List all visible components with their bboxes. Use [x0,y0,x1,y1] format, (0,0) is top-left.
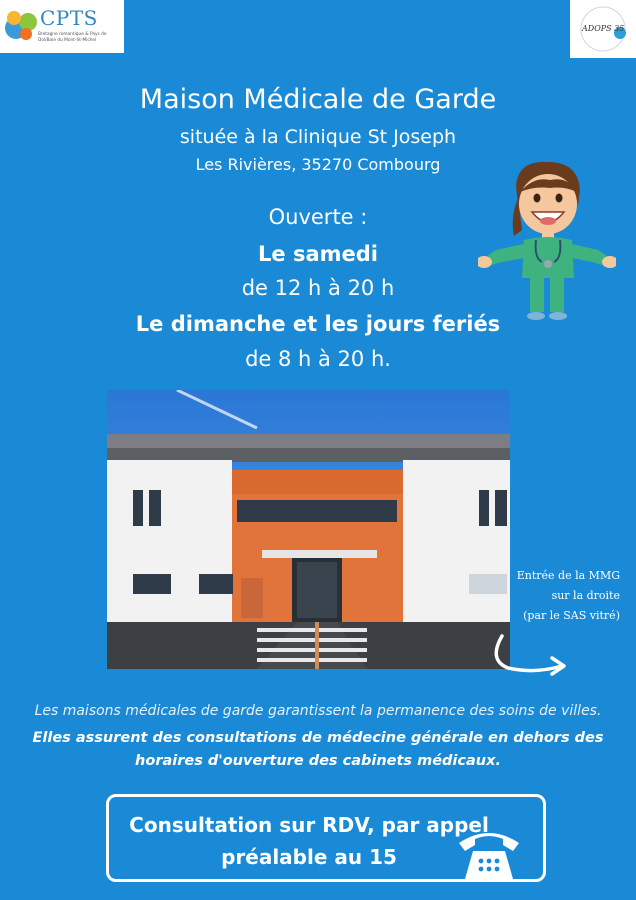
page-title: Maison Médicale de Garde [139,84,497,115]
appointment-box [106,794,546,882]
appointment-line: préalable au 15 [221,845,397,869]
telephone-icon [453,825,525,885]
open-label: Ouverte : [268,205,368,229]
clinic-entrance-photo [107,390,510,669]
emphasis-text [0,727,636,773]
appointment-text [109,809,509,873]
cpts-logo-subtitle: Bretagne romantique & Pays de Dol/Baie du Mont-St-Michel [38,32,107,43]
photo-caption-line: sur la droite [551,589,620,602]
sunday-label: Le dimanche et les jours feriés [135,312,501,336]
cpts-logo [0,0,124,53]
doctor-cartoon-icon [478,158,616,323]
address-line: Les Rivières, 35270 Combourg [195,155,441,174]
emphasis-line: Elles assurent des consultations de médecine générale en dehors des [32,730,604,746]
cpts-logo-text: CPTS [40,6,98,30]
intro-text: Les maisons médicales de garde garantissent la permanence des soins de villes. [34,703,602,719]
saturday-hours: de 12 h à 20 h [241,276,395,300]
adops-logo-text: ADOPS 35 [582,24,625,33]
clinic-building-illustration [107,390,510,669]
curved-arrow-icon [488,630,572,680]
sunday-hours: de 8 h à 20 h. [245,347,391,371]
appointment-line: Consultation sur RDV, par appel [129,813,489,837]
adops-logo [570,0,636,58]
emphasis-line: horaires d'ouverture des cabinets médicaux. [135,753,501,769]
photo-caption-line: Entrée de la MMG [516,569,620,582]
saturday-label: Le samedi [258,242,378,266]
photo-caption-line: (par le SAS vitré) [523,609,620,622]
photo-caption [500,566,620,626]
cpts-emblem-icon [2,6,42,46]
location-line: située à la Clinique St Joseph [179,126,457,148]
